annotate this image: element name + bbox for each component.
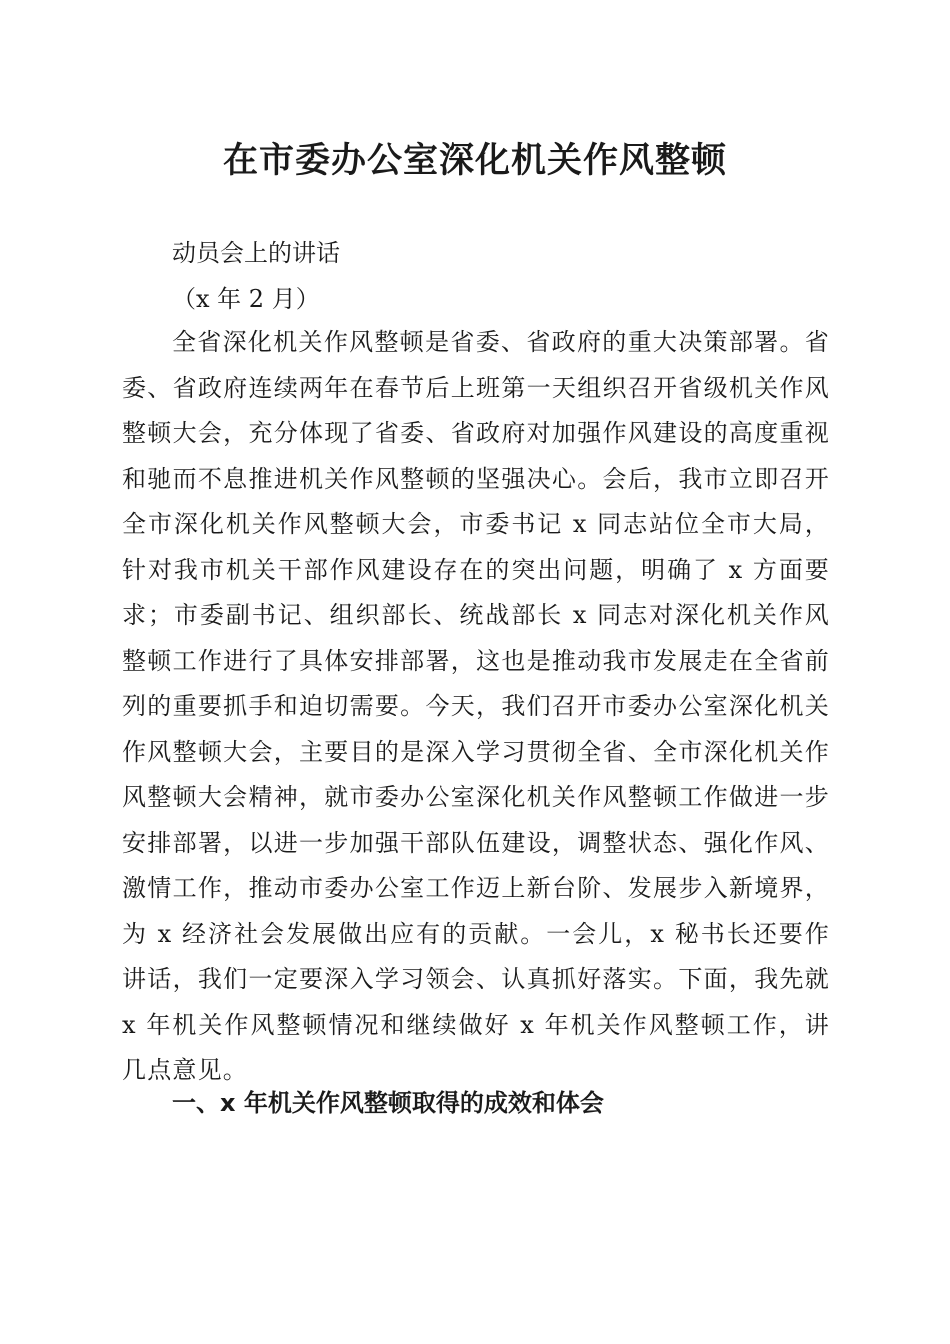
document-title: 在市委办公室深化机关作风整顿 xyxy=(222,140,727,181)
section-heading: 一、x 年机关作风整顿取得的成效和体会 xyxy=(172,1089,604,1117)
document-date: （x 年 2 月） xyxy=(172,285,320,313)
body-paragraph: 全省深化机关作风整顿是省委、省政府的重大决策部署。省委、省政府连续两年在春节后上班第一天组织召开省级机关作风整顿大会，充分体现了省委、省政府对加强作风建设的高度重视和驰而不息推进机关作风整顿的坚强决心。会后，我市立即召开全市深化机关作风整顿大会，市委书记 x 同志站位全市大局，针对我市机关干部作风建设存在的突出问题，明确了 x 方面要求；市委副书记、组织部长、统战部长 x 同志对深化机关作风整顿工作进行了具体安排部署，这也是推动我市发展走在全省前列的重要抓手和迫切需要。今天，我们召开市委办公室深化机关作风整顿大会，主要目的是深入学习贯彻全省、全市深化机关作风整顿大会精神，就市委办公室深化机关作风整顿工作做进一步安排部署，以进一步加强干部队伍建设，调整状态、强化作风、激情工作，推动市委办公室工作迈上新台阶、发展步入新境界，为 x 经济社会发展做出应有的贡献。一会儿，x 秘书长还要作讲话，我们一定要深入学习领会、认真抓好落实。下面，我先就 x 年机关作风整顿情况和继续做好 x 年机关作风整顿工作，讲几点意见。 xyxy=(122,328,830,1084)
document-subtitle: 动员会上的讲话 xyxy=(172,239,340,267)
